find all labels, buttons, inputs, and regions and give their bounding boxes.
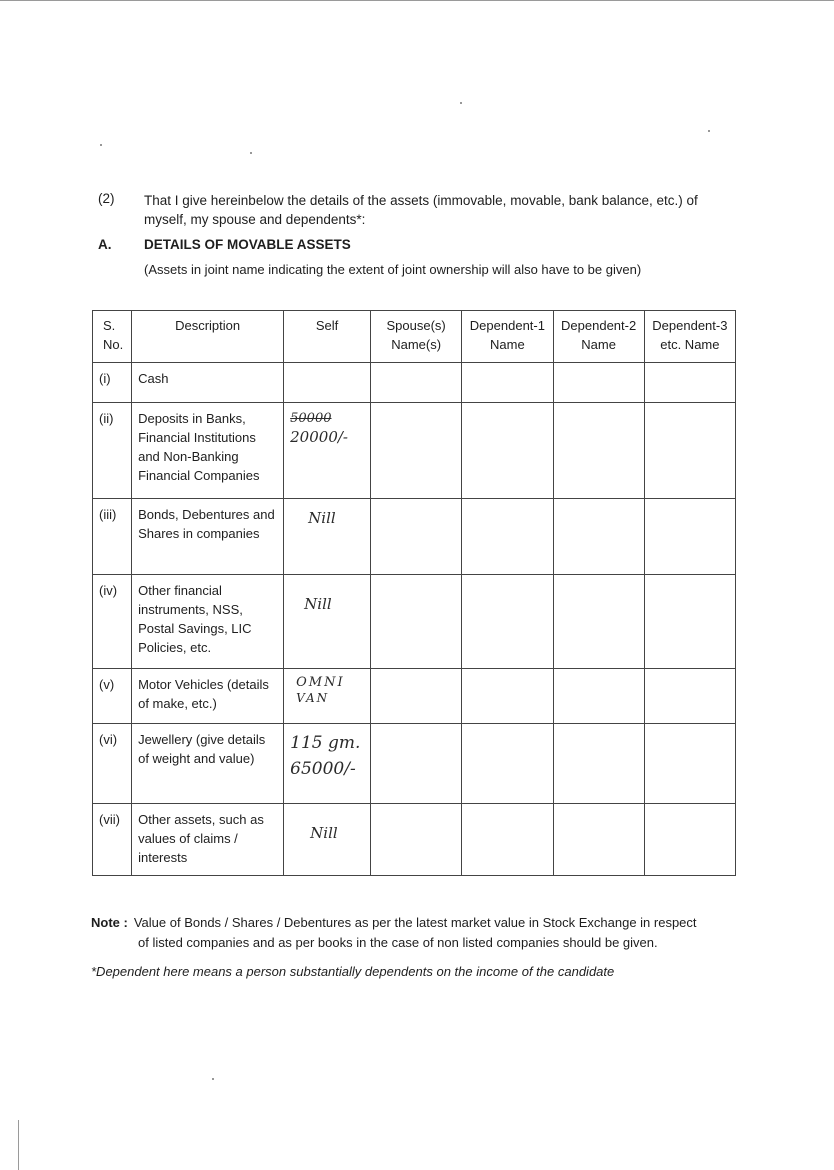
scan-edge-left bbox=[18, 1120, 19, 1170]
paragraph-number: (2) bbox=[98, 191, 115, 206]
row-dependent-1-value[interactable] bbox=[462, 499, 553, 575]
section-subtitle: (Assets in joint name indicating the extent of joint ownership will also have to be given) bbox=[144, 262, 642, 277]
row-self-value[interactable] bbox=[284, 499, 371, 575]
row-description: Other assets, such as values of claims / interests bbox=[132, 804, 284, 876]
row-self-value[interactable] bbox=[284, 403, 371, 499]
handwritten-value: 115 gm. bbox=[290, 733, 361, 753]
row-description: Bonds, Debentures and Shares in companies bbox=[132, 499, 284, 575]
handwritten-value: OMNI bbox=[296, 675, 345, 690]
header-description: Description bbox=[132, 311, 284, 363]
row-sno: (ii) bbox=[93, 403, 132, 499]
row-sno: (i) bbox=[93, 363, 132, 403]
row-dependent-1-value[interactable] bbox=[462, 403, 553, 499]
table-row bbox=[93, 499, 736, 575]
row-sno: (vii) bbox=[93, 804, 132, 876]
scan-speck bbox=[708, 130, 710, 132]
row-dependent-3-value[interactable] bbox=[644, 363, 735, 403]
row-sno: (v) bbox=[93, 669, 132, 724]
header-sno: S. No. bbox=[93, 311, 132, 363]
section-letter: A. bbox=[98, 237, 112, 252]
row-dependent-2-value[interactable] bbox=[553, 363, 644, 403]
header-dependent-2: Dependent-2 Name bbox=[553, 311, 644, 363]
row-dependent-3-value[interactable] bbox=[644, 669, 735, 724]
row-dependent-1-value[interactable] bbox=[462, 575, 553, 669]
row-self-value[interactable] bbox=[284, 575, 371, 669]
section-title: DETAILS OF MOVABLE ASSETS bbox=[144, 237, 351, 252]
note-line-2: of listed companies and as per books in the case of non listed companies should be given. bbox=[138, 935, 658, 950]
row-dependent-2-value[interactable] bbox=[553, 499, 644, 575]
row-self-value[interactable] bbox=[284, 804, 371, 876]
row-sno: (iv) bbox=[93, 575, 132, 669]
paragraph-text: That I give hereinbelow the details of the assets (immovable, movable, bank balance, etc.) of myself, my spouse and dependents*: bbox=[144, 193, 698, 227]
row-dependent-2-value[interactable] bbox=[553, 804, 644, 876]
row-dependent-3-value[interactable] bbox=[644, 575, 735, 669]
handwritten-struck-value: 50000 bbox=[290, 411, 332, 426]
movable-assets-table bbox=[92, 310, 736, 876]
header-spouse: Spouse(s) Name(s) bbox=[371, 311, 462, 363]
row-self-value[interactable] bbox=[284, 363, 371, 403]
table-row bbox=[93, 575, 736, 669]
row-dependent-3-value[interactable] bbox=[644, 804, 735, 876]
table-header-row bbox=[93, 311, 736, 363]
table-row bbox=[93, 403, 736, 499]
row-self-value[interactable] bbox=[284, 724, 371, 804]
note-line-1: Value of Bonds / Shares / Debentures as per the latest market value in Stock Exchange in respect bbox=[133, 915, 697, 930]
row-spouse-value[interactable] bbox=[371, 669, 462, 724]
row-dependent-1-value[interactable] bbox=[462, 724, 553, 804]
row-spouse-value[interactable] bbox=[371, 403, 462, 499]
scan-speck bbox=[460, 102, 462, 104]
row-description: Deposits in Banks, Financial Institutions and Non-Banking Financial Companies bbox=[132, 403, 284, 499]
handwritten-value: VAN bbox=[296, 691, 330, 705]
row-self-value[interactable] bbox=[284, 669, 371, 724]
header-self: Self bbox=[284, 311, 371, 363]
handwritten-value: 20000/- bbox=[290, 428, 348, 446]
handwritten-value: Nill bbox=[310, 824, 338, 842]
row-dependent-3-value[interactable] bbox=[644, 403, 735, 499]
footnote: *Dependent here means a person substantially dependents on the income of the candidate bbox=[91, 964, 615, 979]
row-spouse-value[interactable] bbox=[371, 804, 462, 876]
table-row bbox=[93, 804, 736, 876]
row-dependent-2-value[interactable] bbox=[553, 575, 644, 669]
scan-speck bbox=[212, 1078, 214, 1080]
handwritten-value: Nill bbox=[304, 595, 332, 613]
row-description: Other financial instruments, NSS, Postal Savings, LIC Policies, etc. bbox=[132, 575, 284, 669]
scan-speck bbox=[250, 152, 252, 154]
row-dependent-1-value[interactable] bbox=[462, 363, 553, 403]
row-dependent-1-value[interactable] bbox=[462, 804, 553, 876]
table-row bbox=[93, 724, 736, 804]
row-description: Cash bbox=[132, 363, 284, 403]
row-sno: (vi) bbox=[93, 724, 132, 804]
header-dependent-1: Dependent-1 Name bbox=[462, 311, 553, 363]
row-dependent-1-value[interactable] bbox=[462, 669, 553, 724]
note bbox=[91, 913, 741, 953]
row-dependent-2-value[interactable] bbox=[553, 403, 644, 499]
row-description: Motor Vehicles (details of make, etc.) bbox=[132, 669, 284, 724]
note-label: Note : bbox=[91, 915, 128, 930]
scan-edge-top bbox=[0, 0, 834, 1]
row-dependent-3-value[interactable] bbox=[644, 499, 735, 575]
row-dependent-2-value[interactable] bbox=[553, 724, 644, 804]
table-row bbox=[93, 669, 736, 724]
row-description: Jewellery (give details of weight and value) bbox=[132, 724, 284, 804]
table-row bbox=[93, 363, 736, 403]
header-dependent-3: Dependent-3 etc. Name bbox=[644, 311, 735, 363]
row-spouse-value[interactable] bbox=[371, 499, 462, 575]
row-dependent-2-value[interactable] bbox=[553, 669, 644, 724]
scan-speck bbox=[100, 144, 102, 146]
row-spouse-value[interactable] bbox=[371, 724, 462, 804]
row-spouse-value[interactable] bbox=[371, 575, 462, 669]
row-dependent-3-value[interactable] bbox=[644, 724, 735, 804]
row-sno: (iii) bbox=[93, 499, 132, 575]
handwritten-value: Nill bbox=[308, 509, 336, 527]
row-spouse-value[interactable] bbox=[371, 363, 462, 403]
handwritten-value: 65000/- bbox=[290, 759, 356, 779]
